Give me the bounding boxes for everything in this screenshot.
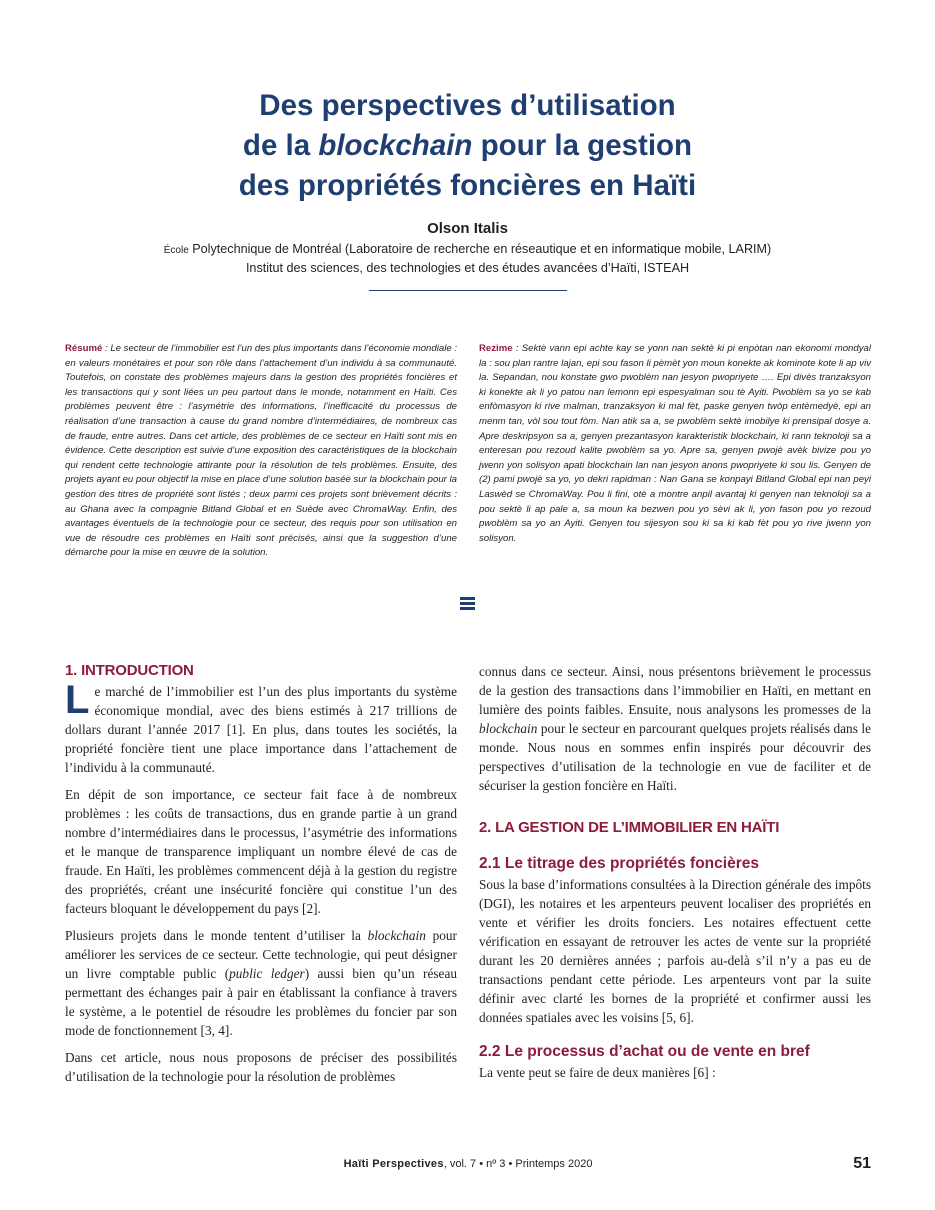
journal-citation: Haïti Perspectives, vol. 7 • nº 3 • Printemps 2020 (343, 1158, 593, 1170)
abstract-french: Résumé : Le secteur de l’immobilier est l’un des plus importants dans l’économie mondiale : en valeurs monétaires et pour son rôle dans l’attachement d’un individu à sa communauté. Toutefois, on constate des problèmes majeurs dans la gestion des propriétés foncières et les transactions qui y sont liées un peu partout dans le monde, notamment en Haïti. Ces problèmes peuvent être : l’asymétrie des informations, l’inefficacité du processus de réalisation d’une transaction à cause du grand nombre d’intermédiaires, de nombreux cas de fraude, entre autres. Dans cet article, des problèmes de ce secteur en Haïti sont mis en évidence. Cette description est suivie d’une exposition des caractéristiques de la blockchain qui rendent cette technologie attirante pour la résolution de tels problèmes. Ensuite, des projets ayant eu pour objectif la mise en place d’une solution basée sur la blockchain pour la gestion des titres de propriété sont listés ; deux parmi ces projets sont brièvement décrits : au Ghana avec la compagnie Bitland Global et en Suède avec ChromaWay. Enfin, des avantages éventuels de la technologie pour ce secteur, des requis pour son utilisation en vue de résoudre ces problèmes en Haïti sont précisés, ainsi que la suggestion d’une démarche pour la mise en œuvre de la solution. (65, 343, 457, 559)
affiliation-2: Institut des sciences, des technologies et des études avancées d’Haïti, ISTEAH (245, 261, 690, 275)
drop-cap: L (65, 678, 90, 722)
paragraph: connus dans ce secteur. Ainsi, nous présentons brièvement le processus de la gestion des transactions dans l’immobilier en Haïti, en mettant en lumière des points faibles. Ensuite, nous analysons les promesses de la blockchain pour le secteur en parcourant quelques projets réalisés dans le monde. Nous nous en sommes enfin inspirés pour découvrir des perspectives d’utilisation de la technologie en vue de faciliter et de sécuriser la gestion foncière en Haïti. (479, 664, 871, 793)
affiliation-1: École Polytechnique de Montréal (Laboratoire de recherche en réseautique et en informatique mobile, LARIM) (163, 242, 772, 256)
paragraph: En dépit de son importance, ce secteur fait face à de nombreux problèmes : les coûts de transactions, dus en grande partie à un grand nombre d’intermédiaires dans le processus, l’asymétrie des informations et le manque de transparence impliquant un nombre élevé de cas de fraude. En Haïti, les problèmes commencent déjà à la gestion du registre des propriétés, créant une insécurité foncière qui constitue l’un des facteurs bloquant le développement du pays [2]. (65, 787, 457, 916)
paragraph: Le marché de l’immobilier est l’un des plus importants du système économique mondial, avec des biens estimés à 217 trillions de dollars durant l’année 2017 [1]. En plus, dans toutes les sociétés, la propriété foncière tient une place importance dans l’attachement de l’individu à la communauté. (65, 678, 457, 775)
article-title (90, 86, 845, 206)
title-emphasis: blockchain (318, 129, 473, 162)
page-footer (65, 1155, 871, 1175)
section-heading-2: 2. LA GESTION DE L’IMMOBILIER EN HAÏTI (479, 819, 780, 836)
paragraph: Sous la base d’informations consultées à la Direction générale des impôts (DGI), les notaires et les arpenteurs peuvent localiser des propriétés en vente et vérifier les droits fonciers. Les notaires effectuent cette vérification en essayant de retrouver les actes de vente sur la propriété durant les 20 dernières années ; parfois au-delà s’il n’y a pas eu de transactions pendant cette période. Les arpenteurs vont par la suite définir avec clarté les bornes de la propriété et confirmer aussi les données spatiales avec les voisins [5, 6]. (479, 877, 871, 1025)
paragraph: Plusieurs projets dans le monde tentent d’utiliser la blockchain pour améliorer les services de ce secteur. Cette technologie, qui peut désigner un livre comptable public (public ledger) aussi bien qu’un réseau permettant des échanges pair à pair en établissant la confiance à travers le système, a le potentiel de résoudre les problèmes du foncier par son mode de fonctionnement [3, 4]. (65, 928, 457, 1038)
author-name: Olson Italis (427, 220, 508, 237)
subsection-heading-2-2: 2.2 Le processus d’achat ou de vente en bref (479, 1043, 810, 1060)
page-number: 51 (853, 1155, 871, 1172)
column-left (65, 660, 457, 1086)
subsection-heading-2-1: 2.1 Le titrage des propriétés foncières (479, 855, 759, 872)
title-divider (369, 290, 567, 291)
title-line-3: des propriétés foncières en Haïti (238, 169, 697, 202)
abstract-creole: Rezime : Sektè vann epi achte kay se yonn nan sektè ki pi enpòtan nan ekonomi mondyal la : sou plan rantre lajan, epi sou fason li pèmèt yon moun konekte ak kominote kote li ap viv la. Sepandan, nou konstate gwo pwoblèm nan jesyon pwopriyete …. Epi divès tranzaksyon ki konekte ak li yo patou nan lemonn epi espesyalman sou tè Ayiti. Pwoblèm sa yo se kab enfòmasyon ki rive malman, tranzaksyon ki mal fèt, paske genyen twòp entèmedyè, epi an menm tan, vòl sou tout fòm. Nan atik sa a, se pwoblèm sektè imobilye ki prensipal dosye a. Apre deskripsyon sa a, genyen prezantasyon karakteristik blockchain, ki rann teknoloji sa a enteresan pou rezoud kalite pwoblèm sa yo. Apre sa, genyen pwojè avèk bivize pou yo jwenn yon solisyon apati blockchain lan nan jesyon anons pwopriyete ki sou lis. Genyen de (2) pami pwojè sa yo, yo dekri rapidman : Nan Gana se konpayi Bitland Global epi nan peyi Laswèd se ChromaWay. Pou li fini, otè a montre anpil avantaj ki genyen nan teknoloji sa a pou sektè li ap pale a, sa moun ka bezwen pou yo sèvi ak li, yon fason pou yo rezoud pwoblèm sa yo an Ayiti. Genyen tou sijesyon sou ki sa ki kab fèt pou yo rive jwenn yon solisyon. (479, 343, 871, 544)
paragraph: Dans cet article, nous nous proposons de préciser des possibilités d’utilisation de la technologie pour la résolution de problèmes (65, 1050, 457, 1084)
abstract-label: Résumé (65, 343, 103, 354)
section-heading-introduction: 1. INTRODUCTION (65, 662, 194, 679)
abstract-label: Rezime (479, 343, 513, 354)
paragraph: La vente peut se faire de deux manières [6] : (479, 1065, 716, 1080)
title-line-1: Des perspectives d’utilisation (259, 89, 676, 122)
section-separator-icon (460, 597, 475, 611)
column-right (479, 662, 871, 1082)
title-line-2: de la blockchain pour la gestion (242, 129, 693, 162)
